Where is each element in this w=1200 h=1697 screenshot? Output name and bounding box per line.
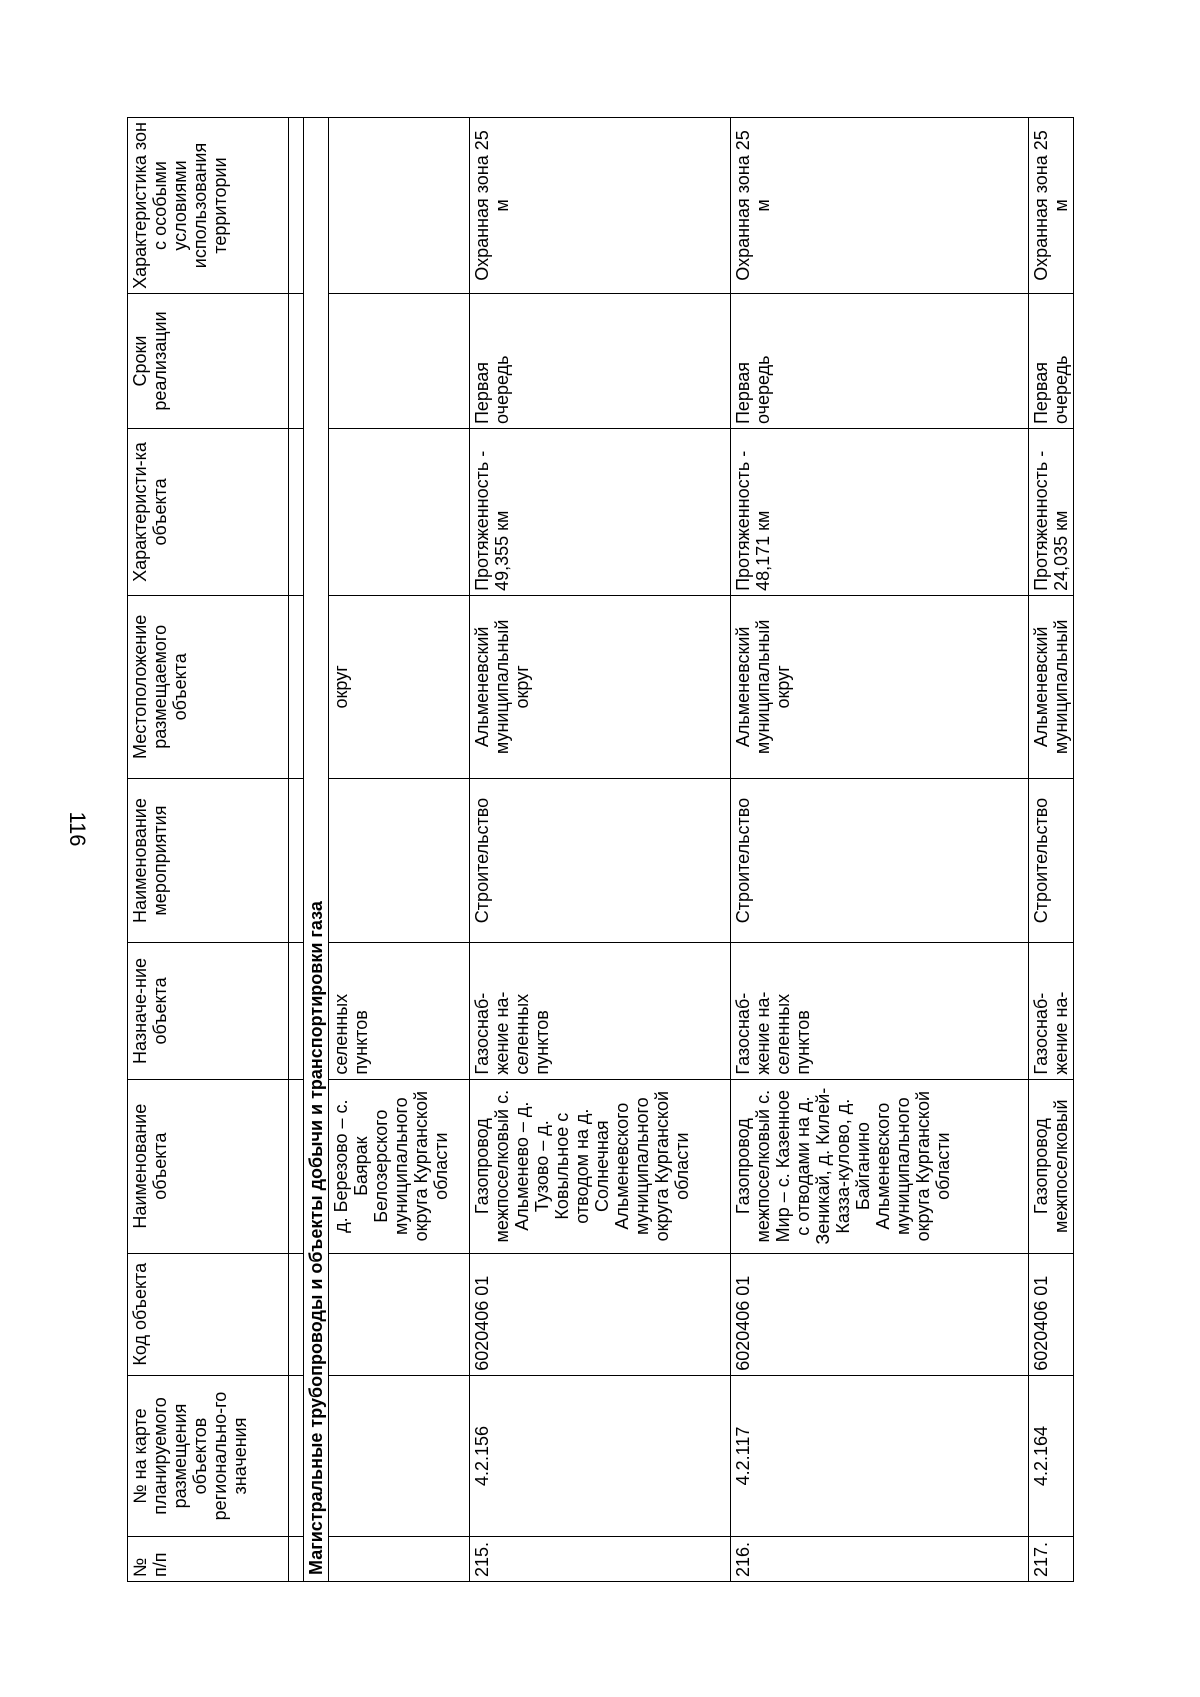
objects-table <box>127 117 1074 1582</box>
cell-code: 6020406 01 <box>731 1253 1029 1375</box>
header-num: № п/п <box>128 1537 289 1582</box>
cell-num: 215. <box>470 1537 731 1582</box>
cell-num: 216. <box>731 1537 1029 1582</box>
header-row <box>128 118 289 1582</box>
cell-purpose: Газоснаб-жение на-селенных пунктов <box>731 943 1029 1079</box>
cell-location: округ <box>329 595 470 778</box>
section-title: Магистральные трубопроводы и объекты добычи и транспортировки газа <box>304 118 329 1582</box>
cell-map-no: 4.2.156 <box>470 1375 731 1536</box>
cell-term: Первая очередь <box>1029 293 1074 428</box>
header-zone: Характеристика зон с особыми условиями использования территории <box>128 118 289 294</box>
cell-map-no: 4.2.164 <box>1029 1375 1074 1536</box>
cell-zone: Охранная зона 25 м <box>470 118 731 294</box>
header-location: Местоположение размещаемого объекта <box>128 595 289 778</box>
cell-code: 6020406 01 <box>1029 1253 1074 1375</box>
cell-action: Строительство <box>731 778 1029 943</box>
header-map-no: № на карте планируемого размещения объектов регионально-го значения <box>128 1375 289 1536</box>
cell-code: 6020406 01 <box>470 1253 731 1375</box>
cell-map-no: 4.2.117 <box>731 1375 1029 1536</box>
cell-characteristic: Протяженность - 48,171 км <box>731 429 1029 596</box>
table-row <box>731 118 1029 1582</box>
cell-name: д. Березово – с. Баярак Белозерского муниципального округа Курганской области <box>329 1079 470 1253</box>
cell-purpose: Газоснаб-жение на- <box>1029 943 1074 1079</box>
rotated-table-container <box>127 117 1132 1582</box>
header-action: Наименование мероприятия <box>128 778 289 943</box>
cell-name: Газопровод межпоселковый с. Мир – с. Казенное с отводами на д. Зеникай, д. Килей-Казза-кулово, д. Байганино Альменевского муниципального округа Курганской области <box>731 1079 1029 1253</box>
cell-zone: Охранная зона 25 м <box>1029 118 1074 294</box>
spacer-row <box>289 118 304 1582</box>
table-row <box>329 118 470 1582</box>
header-term: Сроки реализации <box>128 293 289 428</box>
header-code: Код объекта <box>128 1253 289 1375</box>
cell-name: Газопровод межпоселковый <box>1029 1079 1074 1253</box>
table-row <box>470 118 731 1582</box>
cell-name: Газопровод межпоселковый с. Альменево – д. Тузово – д. Ковыльное с отводом на д. Солнечная Альменевского муниципального округа Курганской области <box>470 1079 731 1253</box>
cell-location: Альменевский муниципальный округ <box>731 595 1029 778</box>
cell-action: Строительство <box>470 778 731 943</box>
cell-term: Первая очередь <box>470 293 731 428</box>
page-number: 116 <box>65 811 90 847</box>
cell-purpose: селенных пунктов <box>329 943 470 1079</box>
cell-characteristic: Протяженность - 24,035 км <box>1029 429 1074 596</box>
header-characteristic: Характеристи-ка объекта <box>128 429 289 596</box>
header-purpose: Назначе-ние объекта <box>128 943 289 1079</box>
cell-purpose: Газоснаб-жение на-селенных пунктов <box>470 943 731 1079</box>
cell-location: Альменевский муниципальный <box>1029 595 1074 778</box>
cell-action: Строительство <box>1029 778 1074 943</box>
cell-term: Первая очередь <box>731 293 1029 428</box>
table-row <box>1029 118 1074 1582</box>
section-row <box>304 118 329 1582</box>
cell-zone: Охранная зона 25 м <box>731 118 1029 294</box>
cell-characteristic: Протяженность - 49,355 км <box>470 429 731 596</box>
cell-num: 217. <box>1029 1537 1074 1582</box>
header-name: Наименование объекта <box>128 1079 289 1253</box>
cell-location: Альменевский муниципальный округ <box>470 595 731 778</box>
